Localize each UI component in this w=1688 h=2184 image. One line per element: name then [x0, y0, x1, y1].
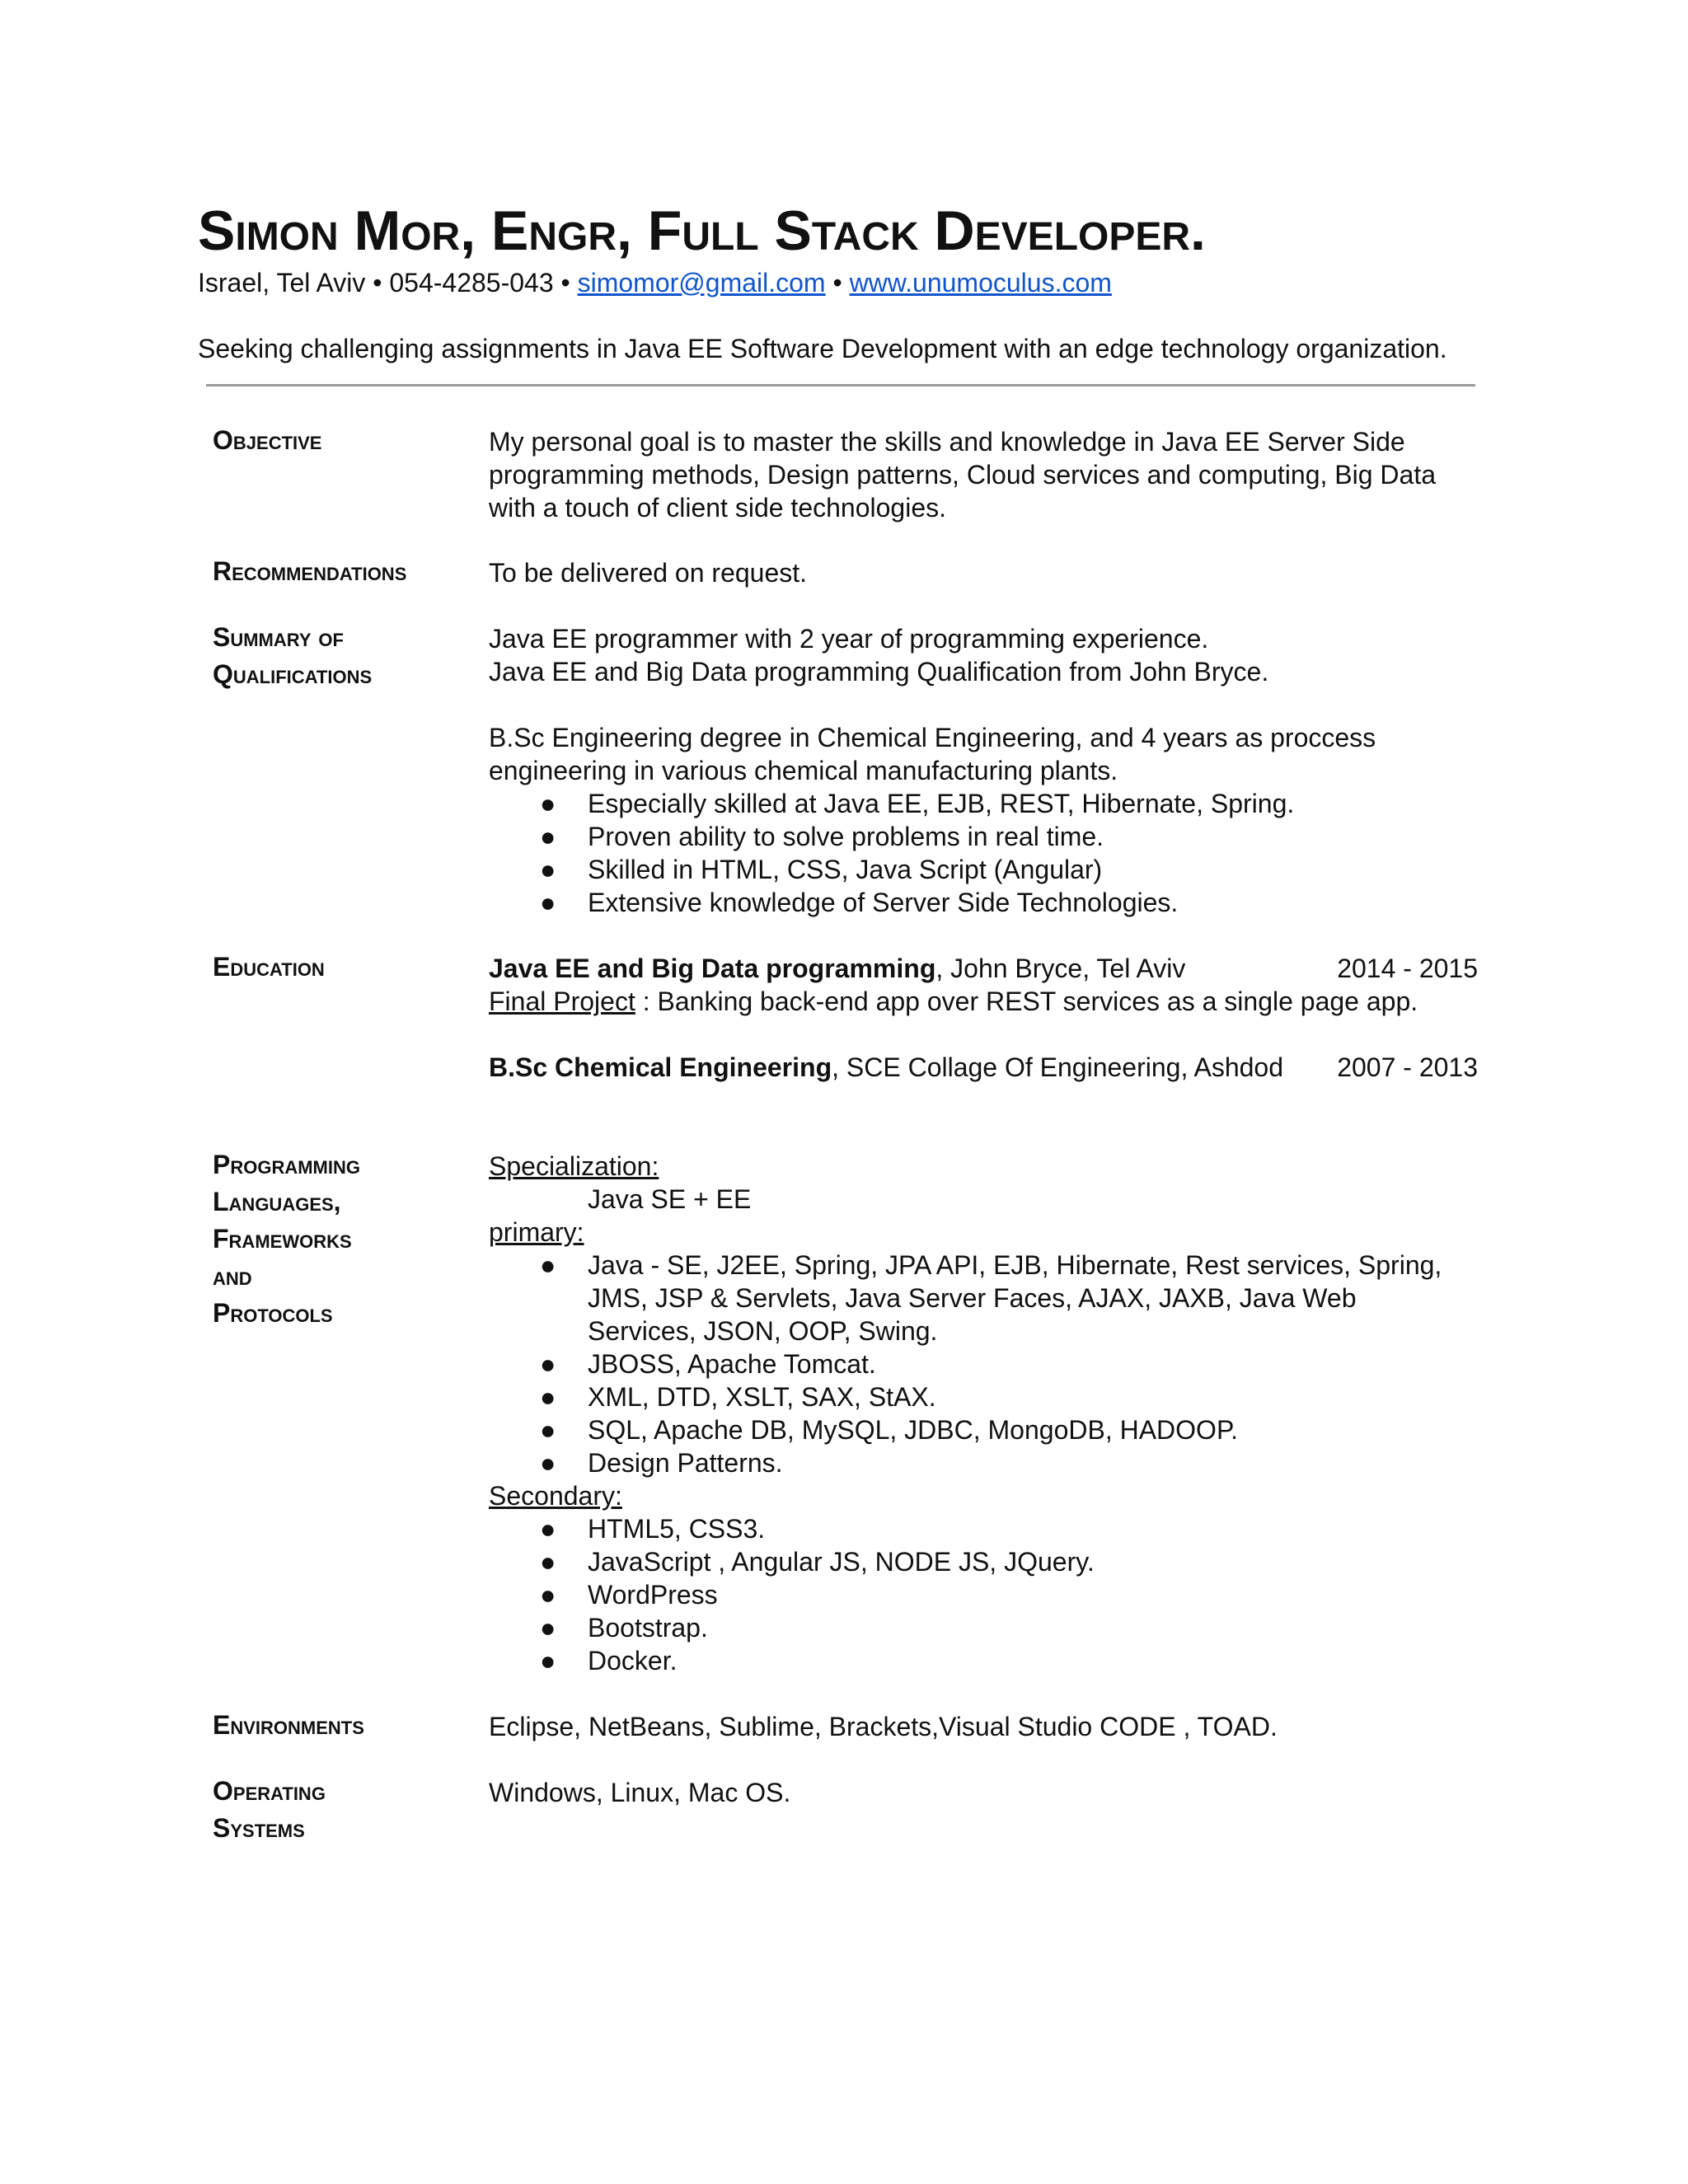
text-line: Windows, Linux, Mac OS. [489, 1778, 791, 1807]
section-body [489, 425, 1478, 524]
education-entry [489, 1051, 1478, 1084]
bullet-icon: ● [540, 1646, 556, 1675]
primary-skill-list [489, 1249, 1478, 1479]
secondary-skill-list [489, 1512, 1478, 1677]
section-label: Recommendations [213, 556, 407, 586]
years: 2014 - 2015 [1337, 954, 1478, 983]
bullet-icon: ● [540, 888, 556, 917]
list-item: ● Java - SE, J2EE, Spring, JPA API, EJB, Hibernate, Rest services, Spring, JMS, JSP & Servlets, Java Server Faces, AJAX, JAXB, Java Web Services, JSON, OOP, Swing. [540, 1250, 1442, 1346]
degree: B.Sc Chemical Engineering [489, 1052, 832, 1082]
bullet-icon: ● [540, 1415, 556, 1445]
section-label: Environments [213, 1710, 364, 1740]
specialization-value: Java SE + EE [588, 1184, 752, 1214]
text-line: My personal goal is to master the skills and knowledge in Java EE Server Side [489, 427, 1405, 457]
bullet-icon: ● [540, 1382, 556, 1412]
text-line: programming methods, Design patterns, Cloud services and computing, Big Data [489, 460, 1437, 490]
section-label: Programming Languages, Frameworks and Protocols [213, 1150, 360, 1328]
list-item: ● WordPress [540, 1580, 718, 1610]
bullet-icon: ● [540, 1349, 556, 1379]
primary-label: primary: [489, 1217, 584, 1247]
bullet-icon: ● [540, 1448, 556, 1478]
degree: Java EE and Big Data programming [489, 954, 936, 983]
list-item: ● XML, DTD, XSLT, SAX, StAX. [540, 1382, 936, 1412]
list-item: ● Design Patterns. [540, 1448, 783, 1478]
list-item: ● HTML5, CSS3. [540, 1514, 766, 1544]
list-item: ● SQL, Apache DB, MySQL, JDBC, MongoDB, HADOOP. [540, 1415, 1239, 1445]
website-link[interactable]: www.unumoculus.com [849, 268, 1112, 298]
list-item: ● Proven ability to solve problems in real time. [540, 822, 1104, 851]
section-label: Summary of Qualifications [213, 622, 373, 689]
section-body [489, 622, 1478, 919]
secondary-label: Secondary: [489, 1481, 622, 1511]
list-item: ● JavaScript , Angular JS, NODE JS, JQuery. [540, 1547, 1095, 1577]
qualification-list [489, 787, 1478, 919]
email-link[interactable]: simomor@gmail.com [577, 268, 826, 298]
bullet-icon: ● [540, 1547, 556, 1577]
section-body [489, 952, 1478, 1084]
list-item: ● Docker. [540, 1646, 678, 1675]
specialization-label: Specialization: [489, 1151, 659, 1181]
phone: 054-4285-043 [389, 268, 554, 298]
education-entry [489, 952, 1478, 985]
tagline: Seeking challenging assignments in Java EE Software Development with an edge technology organization. [198, 334, 1447, 363]
list-item: ● Skilled in HTML, CSS, Java Script (Angular) [540, 855, 1103, 884]
bullet-icon: ● [540, 1580, 556, 1610]
bullet-icon: ● [540, 1514, 556, 1544]
separator: • [365, 268, 390, 298]
bullet-icon: ● [540, 1250, 556, 1280]
text-line: To be delivered on request. [489, 558, 808, 588]
list-item: ● JBOSS, Apache Tomcat. [540, 1349, 876, 1379]
bullet-icon: ● [540, 855, 556, 884]
bullet-icon: ● [540, 1613, 556, 1643]
project-text: : Banking back-end app over REST services as a single page app. [635, 987, 1418, 1016]
final-project [489, 985, 1478, 1018]
section-label: Objective [213, 425, 322, 455]
project-label: Final Project [489, 987, 635, 1016]
bullet-icon: ● [540, 789, 556, 818]
section-label: Education [213, 952, 325, 982]
text-line: Java EE programmer with 2 year of programming experience. [489, 624, 1209, 654]
contact-line [198, 265, 1112, 300]
list-item: ● Extensive knowledge of Server Side Technologies. [540, 888, 1179, 917]
list-item: ● Especially skilled at Java EE, EJB, REST, Hibernate, Spring. [540, 789, 1295, 818]
text-line: Java EE and Big Data programming Qualification from John Bryce. [489, 657, 1269, 687]
text-line: engineering in various chemical manufacturing plants. [489, 756, 1118, 785]
section-label: Operating Systems [213, 1776, 326, 1843]
text-line: Eclipse, NetBeans, Sublime, Brackets,Visual Studio CODE , TOAD. [489, 1712, 1278, 1741]
section-body [489, 1776, 1478, 1809]
separator: • [825, 268, 850, 298]
text-line: B.Sc Engineering degree in Chemical Engineering, and 4 years as proccess [489, 723, 1376, 752]
text-line: with a touch of client side technologies. [489, 493, 946, 523]
institution: , John Bryce, Tel Aviv [935, 954, 1186, 983]
divider [206, 384, 1475, 387]
list-item: ● Bootstrap. [540, 1613, 708, 1643]
location: Israel, Tel Aviv [198, 268, 366, 298]
section-body [489, 1710, 1478, 1743]
section-body [489, 1150, 1478, 1677]
separator: • [553, 268, 578, 298]
years: 2007 - 2013 [1337, 1052, 1478, 1082]
candidate-name: Simon Mor, Engr, Full Stack Developer. [198, 199, 1206, 262]
section-body [489, 556, 1478, 589]
institution: , SCE Collage Of Engineering, Ashdod [832, 1052, 1283, 1082]
bullet-icon: ● [540, 822, 556, 851]
